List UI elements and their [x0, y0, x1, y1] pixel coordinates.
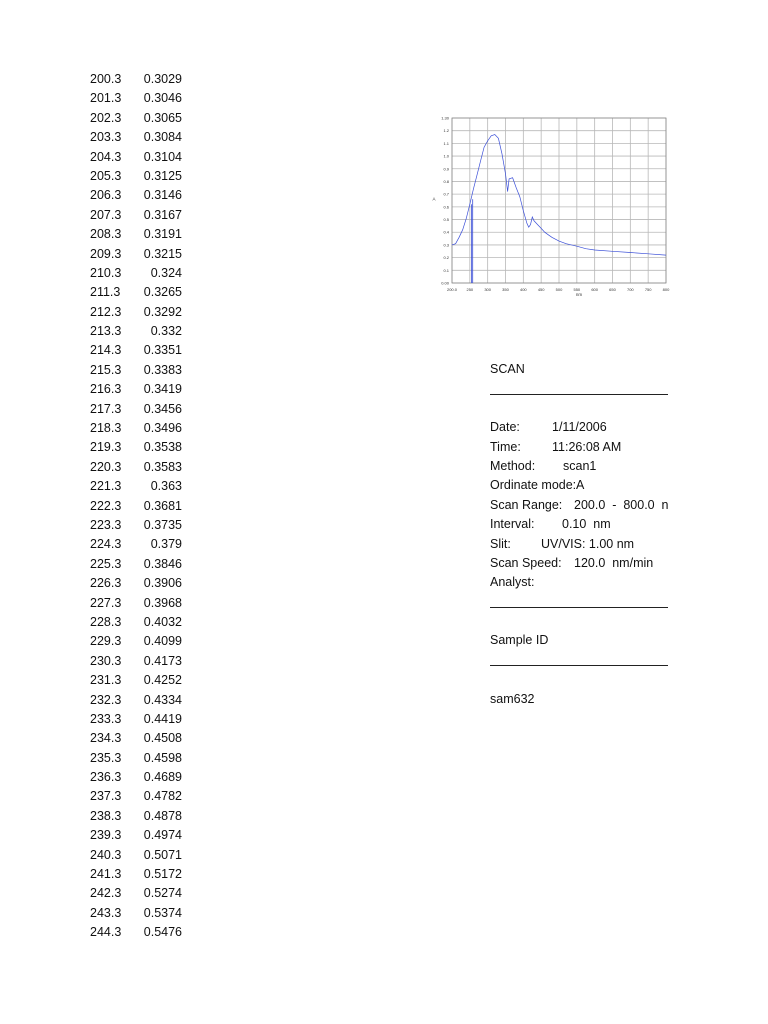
- wavelength-cell: 234.3: [90, 731, 122, 746]
- divider: [490, 593, 670, 612]
- absorbance-cell: 0.3265: [143, 285, 182, 300]
- x-tick-label: 300: [484, 287, 492, 292]
- absorbance-cell: 0.3681: [143, 498, 182, 513]
- absorbance-cell: 0.3456: [143, 401, 182, 416]
- absorbance-cell: 0.324: [150, 265, 182, 280]
- y-tick-label: 1.30: [441, 115, 449, 121]
- wavelength-cell: 226.3: [90, 576, 122, 591]
- table-row: [90, 400, 182, 419]
- y-tick-label: 0.2: [443, 255, 449, 261]
- x-tick-label: 600: [591, 287, 599, 292]
- table-row: [90, 632, 182, 651]
- x-tick-label: 800: [662, 287, 670, 292]
- sample-id-value: sam632: [490, 691, 535, 706]
- wavelength-cell: 204.3: [90, 149, 122, 164]
- x-tick-label: 400: [519, 287, 527, 292]
- x-tick-label: 550: [573, 287, 581, 292]
- speed-value: 120.0 nm/min: [574, 555, 654, 570]
- table-row: [90, 594, 182, 613]
- wavelength-cell: 211.3: [90, 285, 121, 300]
- method-label: Method:: [490, 458, 536, 473]
- wavelength-cell: 230.3: [90, 653, 122, 668]
- wavelength-cell: 231.3: [90, 673, 122, 688]
- y-tick-label: 0.7: [443, 191, 449, 197]
- y-tick-label: 0.6: [443, 204, 449, 210]
- scan-info-panel: [490, 360, 670, 709]
- table-row: [90, 303, 182, 322]
- absorbance-cell: 0.4173: [143, 653, 182, 668]
- interval-label: Interval:: [490, 517, 535, 532]
- y-tick-label: 1.2: [443, 128, 449, 134]
- absorbance-cell: 0.4689: [143, 770, 182, 785]
- wavelength-cell: 208.3: [90, 227, 122, 242]
- table-row: [90, 380, 182, 399]
- absorbance-cell: 0.3735: [143, 517, 182, 532]
- table-row: [90, 322, 182, 341]
- method-line: [490, 457, 670, 476]
- table-row: [90, 167, 182, 186]
- absorbance-cell: 0.3496: [143, 421, 182, 436]
- range-label: Scan Range:: [490, 497, 563, 512]
- x-tick-label: 350: [502, 287, 509, 292]
- wavelength-cell: 219.3: [90, 440, 122, 455]
- absorbance-cell: 0.3906: [143, 576, 182, 591]
- table-row: [90, 206, 182, 225]
- x-tick-label: 650: [609, 287, 616, 292]
- wavelength-cell: 221.3: [90, 479, 122, 494]
- absorbance-cell: 0.5071: [143, 847, 182, 862]
- date-label: Date:: [490, 420, 520, 435]
- table-row: [90, 535, 182, 554]
- spacer: [490, 612, 670, 631]
- table-row: [90, 613, 182, 632]
- wavelength-cell: 214.3: [90, 343, 122, 358]
- range-value: 200.0 - 800.0 n: [574, 497, 669, 512]
- spacer: [490, 670, 670, 689]
- wavelength-cell: 203.3: [90, 130, 122, 145]
- table-row: [90, 438, 182, 457]
- y-tick-label: 0.4: [443, 229, 449, 235]
- absorbance-cell: 0.3292: [143, 304, 182, 319]
- table-row: [90, 923, 182, 942]
- y-axis-label: A: [432, 196, 436, 202]
- table-row: [90, 768, 182, 787]
- divider: [490, 651, 670, 670]
- absorbance-cell: 0.4252: [143, 673, 182, 688]
- absorbance-cell: 0.4419: [143, 711, 182, 726]
- table-row: [90, 109, 182, 128]
- wavelength-cell: 243.3: [90, 905, 122, 920]
- wavelength-cell: 218.3: [90, 421, 122, 436]
- x-axis-label: nm: [575, 292, 583, 297]
- wavelength-cell: 210.3: [90, 265, 122, 280]
- table-row: [90, 574, 182, 593]
- table-row: [90, 904, 182, 923]
- divider: [490, 379, 670, 398]
- absorbance-cell: 0.5172: [143, 867, 182, 882]
- absorbance-cell: 0.4598: [143, 750, 182, 765]
- absorbance-cell: 0.3167: [143, 207, 182, 222]
- table-row: [90, 652, 182, 671]
- absorbance-cell: 0.5374: [143, 905, 182, 920]
- time-label: Time:: [490, 439, 521, 454]
- table-row: [90, 341, 182, 360]
- wavelength-cell: 241.3: [90, 867, 122, 882]
- wavelength-cell: 244.3: [90, 925, 122, 940]
- analyst-line: [490, 573, 670, 592]
- ordinate-line: [490, 476, 670, 495]
- wavelength-cell: 201.3: [90, 91, 122, 106]
- table-row: [90, 264, 182, 283]
- table-row: [90, 671, 182, 690]
- x-tick-label: 500: [555, 287, 563, 292]
- x-tick-label: 200.0: [446, 287, 458, 292]
- absorbance-cell: 0.3125: [143, 168, 182, 183]
- table-row: [90, 419, 182, 438]
- wavelength-cell: 229.3: [90, 634, 122, 649]
- absorbance-cell: 0.3538: [143, 440, 182, 455]
- ordinate-value: A: [576, 478, 585, 493]
- absorbance-cell: 0.3084: [143, 130, 182, 145]
- wavelength-cell: 237.3: [90, 789, 122, 804]
- speed-label: Scan Speed:: [490, 555, 562, 570]
- absorbance-cell: 0.4334: [143, 692, 182, 707]
- table-row: [90, 691, 182, 710]
- table-row: [90, 477, 182, 496]
- slit-line: [490, 535, 670, 554]
- table-row: [90, 516, 182, 535]
- table-row: [90, 70, 182, 89]
- absorbance-cell: 0.3215: [143, 246, 182, 261]
- wavelength-cell: 238.3: [90, 808, 122, 823]
- wavelength-cell: 242.3: [90, 886, 122, 901]
- absorbance-cell: 0.3968: [143, 595, 182, 610]
- wavelength-cell: 202.3: [90, 110, 122, 125]
- wavelength-cell: 222.3: [90, 498, 122, 513]
- absorbance-cell: 0.3383: [143, 362, 182, 377]
- y-tick-label: 1.0: [443, 153, 449, 159]
- sample-id-label: Sample ID: [490, 633, 549, 648]
- table-row: [90, 729, 182, 748]
- table-row: [90, 148, 182, 167]
- wavelength-cell: 209.3: [90, 246, 122, 261]
- table-row: [90, 361, 182, 380]
- wavelength-cell: 227.3: [90, 595, 122, 610]
- x-tick-label: 750: [644, 287, 652, 292]
- absorbance-cell: 0.4974: [143, 828, 182, 843]
- wavelength-cell: 216.3: [90, 382, 122, 397]
- absorbance-chart: [424, 110, 672, 300]
- absorbance-cell: 0.379: [150, 537, 182, 552]
- wavelength-cell: 240.3: [90, 847, 122, 862]
- absorbance-cell: 0.3104: [143, 149, 182, 164]
- wavelength-cell: 206.3: [90, 188, 122, 203]
- y-tick-label: 0.5: [443, 217, 449, 223]
- wavelength-cell: 220.3: [90, 459, 122, 474]
- y-tick-label: 0.3: [443, 242, 449, 248]
- x-tick-label: 450: [537, 287, 545, 292]
- absorbance-cell: 0.5274: [143, 886, 182, 901]
- absorbance-cell: 0.3583: [143, 459, 182, 474]
- slit-value: UV/VIS: 1.00 nm: [541, 536, 635, 551]
- absorbance-cell: 0.3146: [143, 188, 182, 203]
- interval-value: 0.10 nm: [562, 517, 611, 532]
- table-row: [90, 128, 182, 147]
- absorbance-cell: 0.3029: [143, 72, 182, 86]
- table-row: [90, 826, 182, 845]
- x-tick-label: 250: [466, 287, 474, 292]
- absorbance-cell: 0.3046: [143, 91, 182, 106]
- wavelength-cell: 213.3: [90, 324, 122, 339]
- wavelength-cell: 200.3: [90, 72, 122, 86]
- y-tick-label: 0.00: [441, 280, 449, 286]
- wavelength-cell: 215.3: [90, 362, 122, 377]
- absorbance-cell: 0.4032: [143, 614, 182, 629]
- wavelength-cell: 225.3: [90, 556, 122, 571]
- spacer: [490, 399, 670, 418]
- absorbance-cell: 0.3065: [143, 110, 182, 125]
- analyst-label: Analyst:: [490, 575, 535, 590]
- table-row: [90, 458, 182, 477]
- wavelength-cell: 212.3: [90, 304, 122, 319]
- absorbance-cell: 0.5476: [143, 925, 182, 940]
- absorbance-cell: 0.363: [150, 479, 182, 494]
- wavelength-cell: 207.3: [90, 207, 122, 222]
- wavelength-cell: 236.3: [90, 770, 122, 785]
- absorbance-cell: 0.4508: [143, 731, 182, 746]
- absorbance-cell: 0.4782: [143, 789, 182, 804]
- table-row: [90, 245, 182, 264]
- table-row: [90, 865, 182, 884]
- table-row: [90, 555, 182, 574]
- y-tick-label: 1.1: [443, 140, 449, 146]
- absorbance-cell: 0.3846: [143, 556, 182, 571]
- table-row: [90, 186, 182, 205]
- interval-line: [490, 515, 670, 534]
- table-row: [90, 846, 182, 865]
- wavelength-cell: 235.3: [90, 750, 122, 765]
- table-row: [90, 884, 182, 903]
- wavelength-cell: 205.3: [90, 168, 122, 183]
- table-row: [90, 89, 182, 108]
- absorbance-cell: 0.3191: [143, 227, 182, 242]
- table-row: [90, 497, 182, 516]
- y-tick-label: 0.9: [443, 166, 449, 172]
- range-line: [490, 496, 670, 515]
- scan-title: SCAN: [490, 362, 525, 376]
- wavelength-cell: 233.3: [90, 711, 122, 726]
- absorbance-cell: 0.4878: [143, 808, 182, 823]
- wavelength-cell: 228.3: [90, 614, 122, 629]
- x-tick-label: 700: [626, 287, 634, 292]
- wavelength-cell: 224.3: [90, 537, 122, 552]
- absorbance-cell: 0.332: [150, 324, 182, 339]
- wavelength-cell: 223.3: [90, 517, 122, 532]
- table-row: [90, 225, 182, 244]
- chart-svg: [424, 110, 672, 300]
- date-line: [490, 418, 670, 437]
- absorbance-cell: 0.3419: [143, 382, 182, 397]
- wavelength-cell: 239.3: [90, 828, 122, 843]
- data-table: [90, 70, 182, 943]
- table-row: [90, 807, 182, 826]
- table-row: [90, 283, 182, 302]
- speed-line: [490, 554, 670, 573]
- y-tick-label: 0.8: [443, 178, 449, 184]
- ordinate-label: Ordinate mode:: [490, 478, 577, 493]
- wavelength-cell: 217.3: [90, 401, 122, 416]
- wavelength-cell: 232.3: [90, 692, 122, 707]
- table-row: [90, 710, 182, 729]
- table-row: [90, 749, 182, 768]
- y-tick-label: 0.1: [443, 267, 449, 273]
- slit-label: Slit:: [490, 536, 511, 551]
- absorbance-cell: 0.4099: [143, 634, 182, 649]
- date-value: 1/11/2006: [552, 420, 607, 435]
- time-value: 11:26:08 AM: [552, 439, 622, 454]
- method-value: scan1: [563, 458, 597, 473]
- table-row: [90, 787, 182, 806]
- absorbance-cell: 0.3351: [143, 343, 182, 358]
- time-line: [490, 438, 670, 457]
